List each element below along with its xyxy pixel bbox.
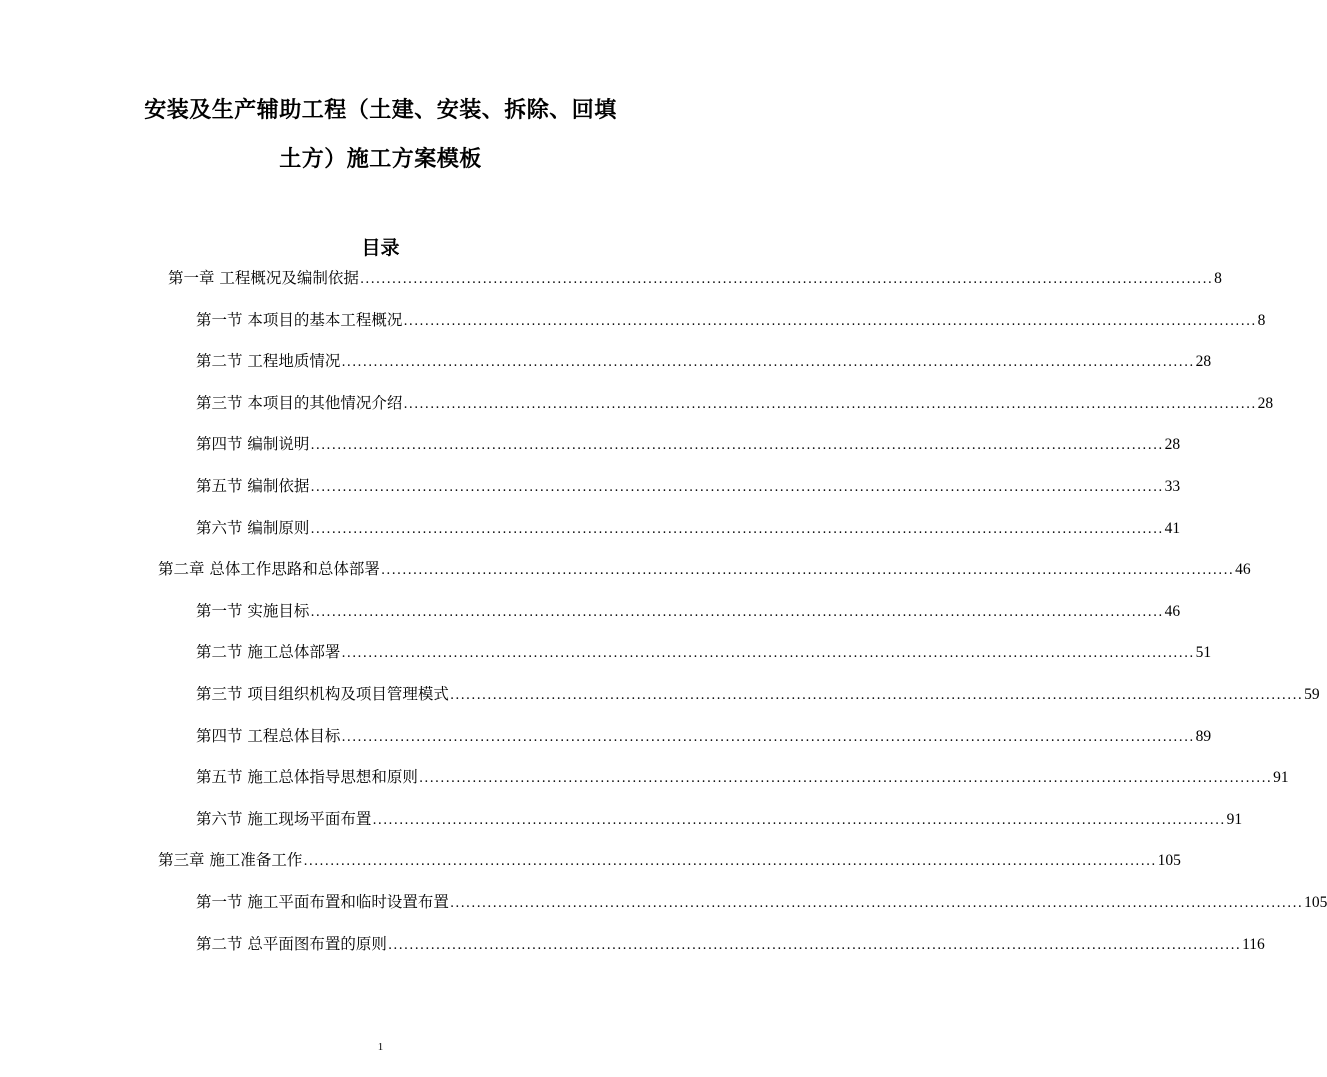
toc-entry-label: 第六节 编制原则 — [196, 519, 310, 537]
toc-chapter-entry[interactable] — [158, 558, 1251, 582]
toc-entry-page-number: 46 — [1235, 561, 1251, 578]
toc-entry-label: 第四节 工程总体目标 — [196, 727, 341, 745]
toc-entry-label: 第五节 施工总体指导思想和原则 — [196, 768, 418, 786]
document-title-line-2: 土方）施工方案模板 — [279, 147, 482, 172]
toc-entry-label: 第二章 总体工作思路和总体部署 — [158, 560, 380, 578]
toc-entry-page-number: 105 — [1304, 894, 1327, 911]
toc-section-entry[interactable] — [196, 392, 1274, 416]
toc-dot-leader: ................................................................................................................................................................ — [449, 896, 1304, 911]
page-number: 1 — [377, 1041, 384, 1053]
toc-section-entry[interactable] — [196, 517, 1181, 541]
toc-entry-label: 第一节 本项目的基本工程概况 — [196, 311, 403, 329]
toc-entry-page-number: 28 — [1257, 395, 1274, 412]
toc-entry-page-number: 46 — [1164, 603, 1181, 620]
toc-section-entry[interactable] — [196, 725, 1212, 749]
toc-section-entry[interactable] — [196, 933, 1265, 957]
toc-dot-leader: ................................................................................................................................................................ — [403, 314, 1257, 329]
toc-dot-leader: ................................................................................................................................................................ — [310, 605, 1164, 620]
toc-entry-page-number: 89 — [1195, 728, 1212, 745]
toc-dot-leader: ................................................................................................................................................................ — [341, 355, 1195, 370]
toc-entry-label: 第一节 实施目标 — [196, 602, 310, 620]
toc-entry-page-number: 59 — [1304, 686, 1320, 703]
toc-section-entry[interactable] — [196, 475, 1181, 499]
toc-section-entry[interactable] — [196, 600, 1181, 624]
toc-dot-leader: ................................................................................................................................................................ — [341, 730, 1195, 745]
toc-dot-leader: ................................................................................................................................................................ — [341, 646, 1195, 661]
toc-entry-page-number: 41 — [1164, 520, 1181, 537]
toc-dot-leader: ................................................................................................................................................................ — [449, 688, 1304, 703]
toc-dot-leader: ................................................................................................................................................................ — [380, 563, 1235, 578]
toc-entry-label: 第三节 本项目的其他情况介绍 — [196, 394, 403, 412]
toc-entry-page-number: 28 — [1195, 353, 1212, 370]
toc-section-entry[interactable] — [196, 350, 1212, 374]
toc-heading: 目录 — [361, 237, 400, 259]
toc-chapter-entry[interactable] — [158, 849, 1181, 873]
toc-dot-leader: ................................................................................................................................................................ — [310, 522, 1164, 537]
toc-entry-label: 第三节 项目组织机构及项目管理模式 — [196, 685, 449, 703]
toc-entry-label: 第一节 施工平面布置和临时设置布置 — [196, 893, 449, 911]
toc-dot-leader: ................................................................................................................................................................ — [359, 272, 1214, 287]
toc-entry-label: 第二节 施工总体部署 — [196, 643, 341, 661]
toc-section-entry[interactable] — [196, 808, 1243, 832]
toc-section-entry[interactable] — [196, 766, 1289, 790]
toc-entry-label: 第五节 编制依据 — [196, 477, 310, 495]
toc-dot-leader: ................................................................................................................................................................ — [418, 771, 1273, 786]
toc-section-entry[interactable] — [196, 891, 1327, 915]
toc-entry-page-number: 91 — [1273, 769, 1289, 786]
toc-section-entry[interactable] — [196, 641, 1212, 665]
toc-section-entry[interactable] — [196, 683, 1320, 707]
toc-entry-page-number: 33 — [1164, 478, 1181, 495]
toc-dot-leader: ................................................................................................................................................................ — [310, 438, 1164, 453]
toc-entry-label: 第四节 编制说明 — [196, 435, 310, 453]
toc-entry-page-number: 8 — [1257, 312, 1266, 329]
toc-dot-leader: ................................................................................................................................................................ — [403, 397, 1257, 412]
toc-dot-leader: ................................................................................................................................................................ — [310, 480, 1164, 495]
toc-entry-page-number: 51 — [1195, 644, 1212, 661]
toc-entry-page-number: 91 — [1226, 811, 1243, 828]
document-title-line-1: 安装及生产辅助工程（土建、安装、拆除、回填 — [144, 98, 617, 123]
toc-entry-page-number: 116 — [1242, 936, 1265, 953]
toc-dot-leader: ................................................................................................................................................................ — [387, 938, 1242, 953]
toc-entry-page-number: 105 — [1157, 852, 1181, 869]
toc-dot-leader: ................................................................................................................................................................ — [372, 813, 1226, 828]
toc-entry-label: 第六节 施工现场平面布置 — [196, 810, 372, 828]
toc-entry-label: 第三章 施工准备工作 — [158, 851, 303, 869]
toc-entry-page-number: 28 — [1164, 436, 1181, 453]
toc-entry-page-number: 8 — [1214, 270, 1222, 287]
toc-entry-label: 第二节 工程地质情况 — [196, 352, 341, 370]
toc-chapter-entry[interactable] — [168, 267, 1222, 291]
toc-entry-label: 第二节 总平面图布置的原则 — [196, 935, 387, 953]
toc-section-entry[interactable] — [196, 433, 1181, 457]
toc-entry-label: 第一章 工程概况及编制依据 — [168, 269, 359, 287]
toc-dot-leader: ................................................................................................................................................................ — [303, 854, 1157, 869]
toc-section-entry[interactable] — [196, 309, 1266, 333]
